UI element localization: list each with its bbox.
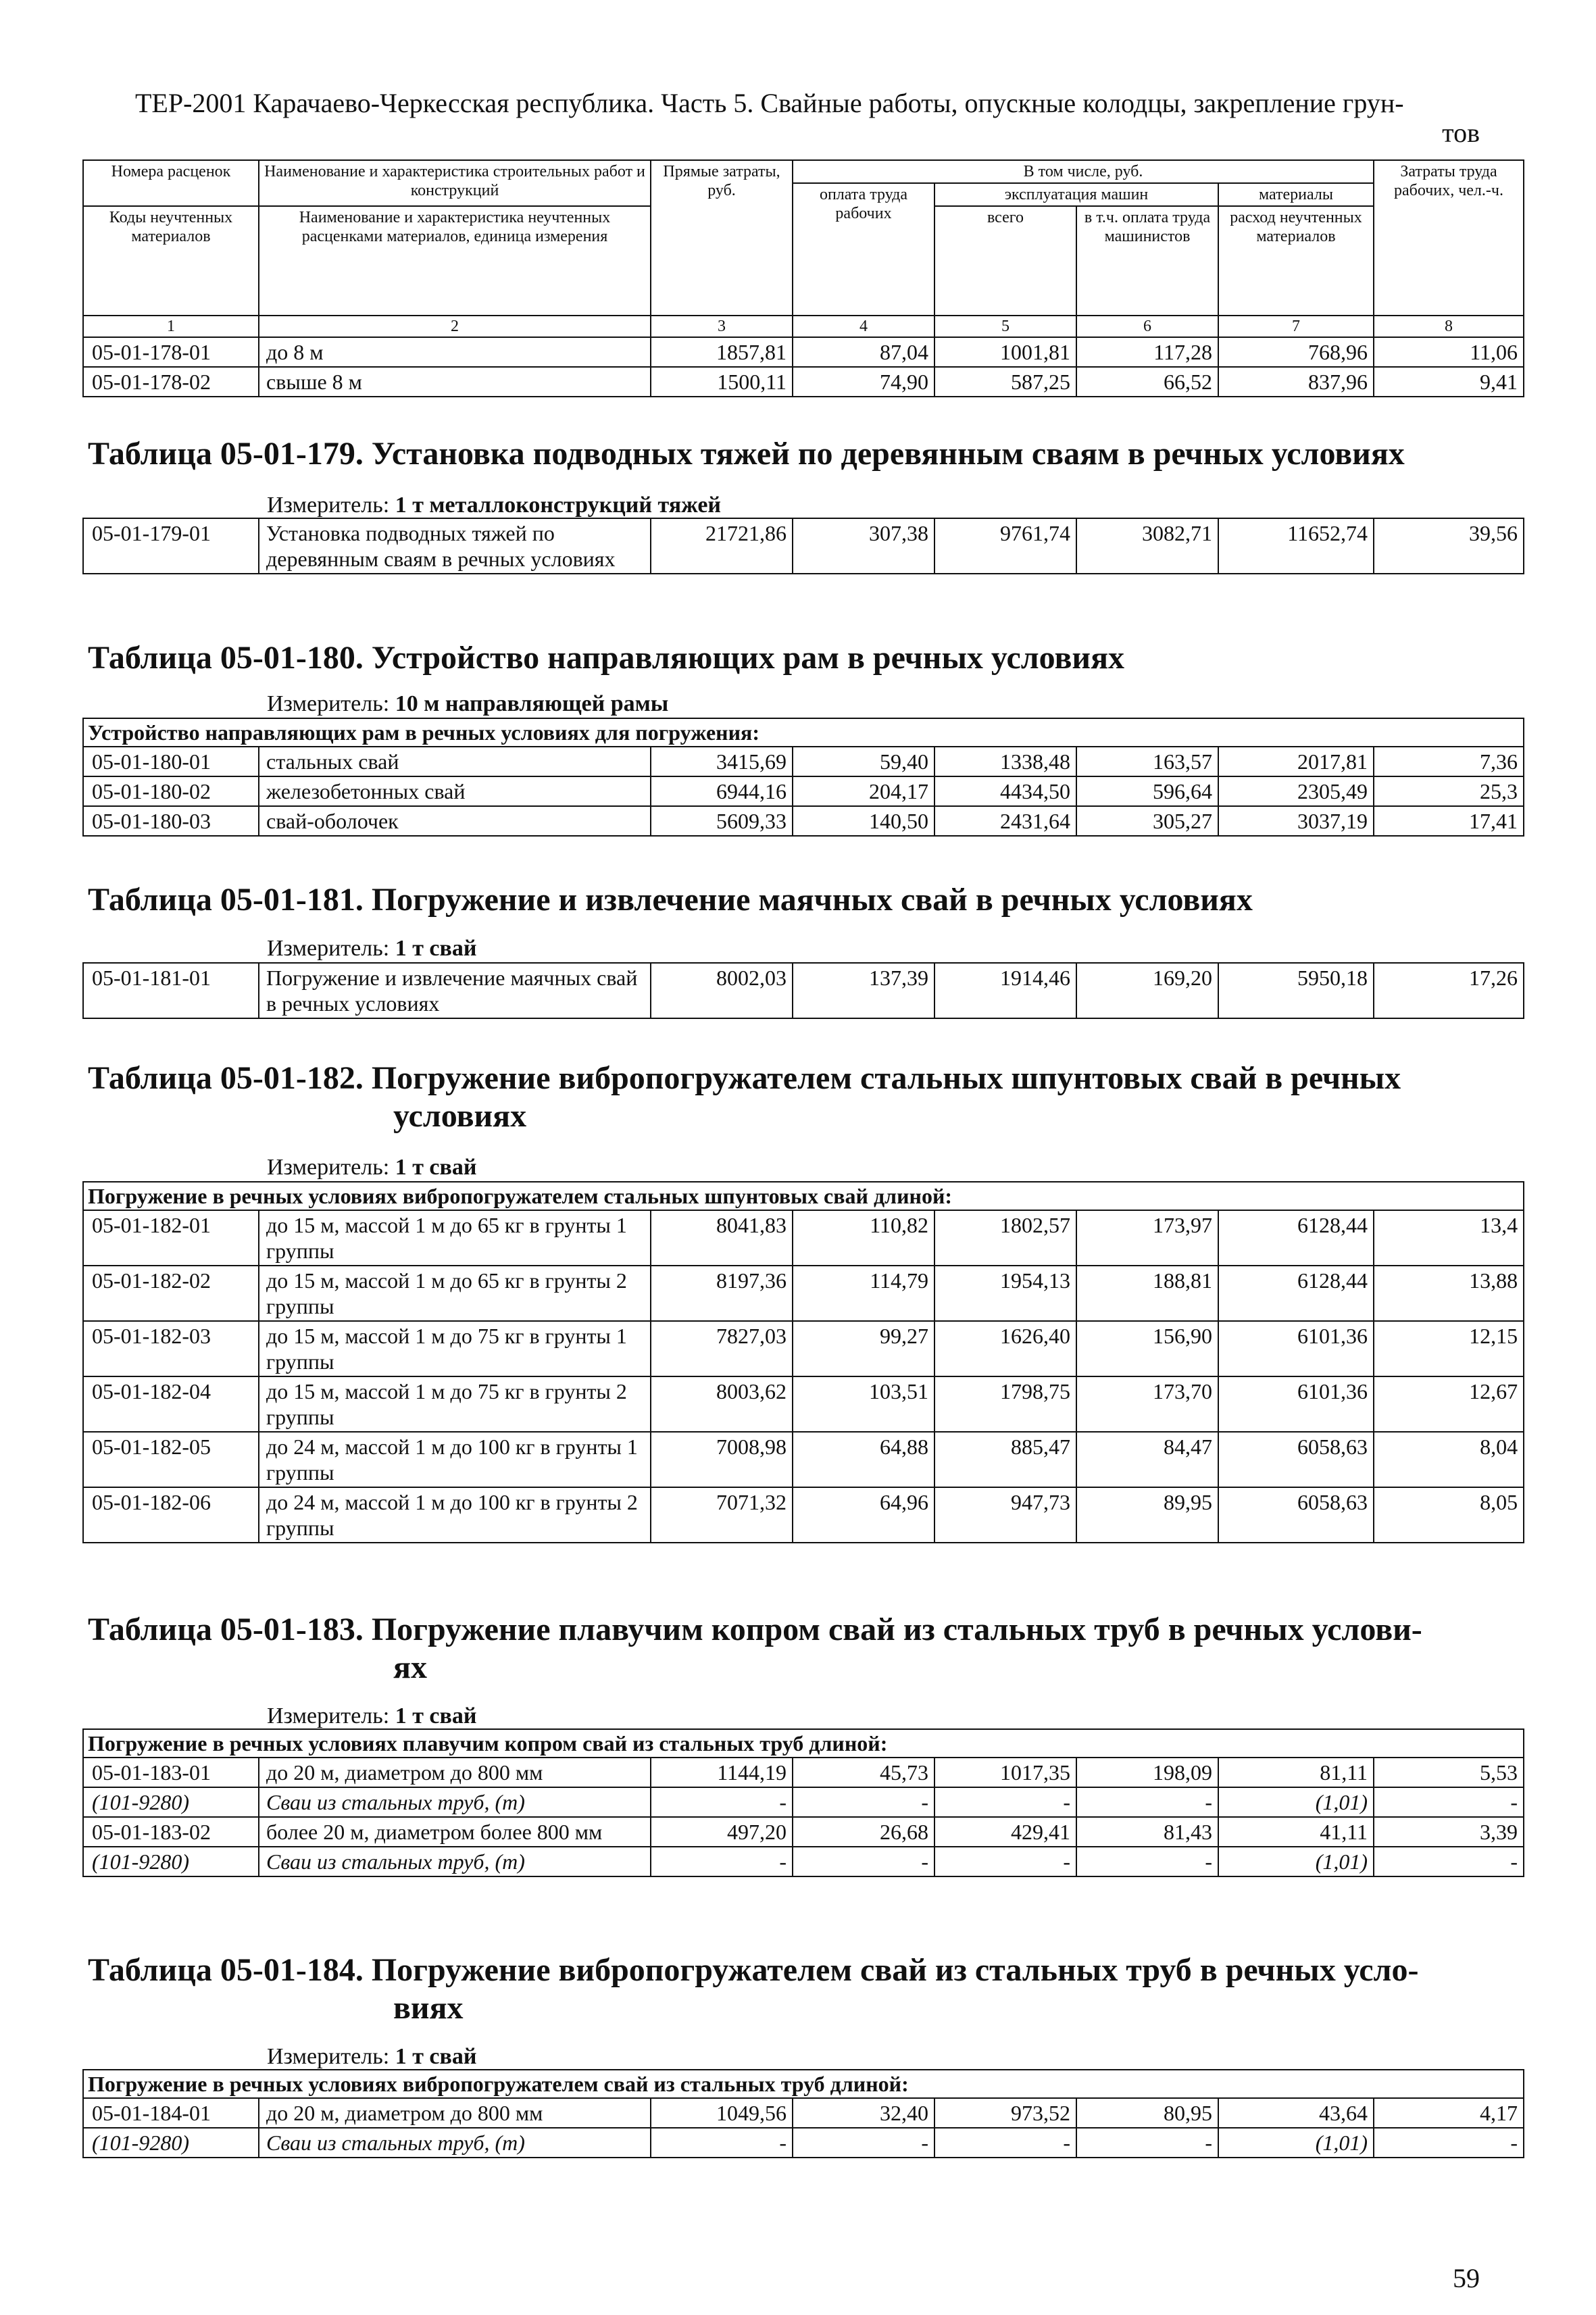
- table-row: [83, 1817, 1524, 1847]
- table-row: [83, 367, 1524, 397]
- rate-code: 05-01-184-01: [83, 2098, 259, 2128]
- rate-code: 05-01-180-03: [83, 806, 259, 836]
- header-number-2: 2: [259, 316, 651, 337]
- machines-total: 1802,57: [934, 1210, 1076, 1266]
- labor-pay: 140,50: [793, 806, 934, 836]
- materials: 81,11: [1218, 1758, 1374, 1787]
- unit-value: 10 м направляющей рамы: [395, 691, 669, 716]
- header-number-8: 8: [1374, 316, 1524, 337]
- labor-pay: 26,68: [793, 1817, 934, 1847]
- labor-pay: -: [793, 2128, 934, 2158]
- materials: 837,96: [1218, 367, 1374, 397]
- rate-code: 05-01-182-03: [83, 1321, 259, 1376]
- labor-costs: 8,04: [1374, 1432, 1524, 1487]
- labor-pay: 64,96: [793, 1487, 934, 1543]
- machines-total: 1954,13: [934, 1266, 1076, 1321]
- labor-costs: 13,4: [1374, 1210, 1524, 1266]
- unit-label: Измеритель:: [267, 691, 390, 716]
- machines-labor: 84,47: [1076, 1432, 1218, 1487]
- rate-code: 05-01-178-01: [83, 337, 259, 367]
- direct-costs: 1049,56: [651, 2098, 793, 2128]
- header-number-3: 3: [651, 316, 793, 337]
- rates-table-184: [82, 2069, 1524, 2158]
- table-182-unit: [267, 1154, 476, 1181]
- labor-costs: 12,15: [1374, 1321, 1524, 1376]
- rate-code: 05-01-182-04: [83, 1376, 259, 1432]
- rates-table-179: [82, 518, 1524, 574]
- labor-costs: 9,41: [1374, 367, 1524, 397]
- machines-total: 885,47: [934, 1432, 1076, 1487]
- machines-total: 429,41: [934, 1817, 1076, 1847]
- table-row: [83, 963, 1524, 1018]
- direct-costs: 8003,62: [651, 1376, 793, 1432]
- rate-code: 05-01-182-05: [83, 1432, 259, 1487]
- rates-table-180: [82, 718, 1524, 837]
- table-row-material: [83, 1787, 1524, 1817]
- material-code: (101-9280): [83, 1787, 259, 1817]
- machines-total: 947,73: [934, 1487, 1076, 1543]
- materials: 6128,44: [1218, 1266, 1374, 1321]
- header-machines-labor: в т.ч. оплата труда машинистов: [1076, 206, 1218, 316]
- machines-total: 1798,75: [934, 1376, 1076, 1432]
- machines-labor: 66,52: [1076, 367, 1218, 397]
- header-machines: эксплуатация машин: [934, 183, 1218, 206]
- rows-178: [83, 337, 1524, 397]
- table-184-unit: [267, 2043, 476, 2070]
- machines-labor: -: [1076, 1787, 1218, 1817]
- labor-costs: 17,41: [1374, 806, 1524, 836]
- labor-pay: -: [793, 1847, 934, 1876]
- table-row: [83, 1376, 1524, 1432]
- materials: 6101,36: [1218, 1376, 1374, 1432]
- rate-name: Установка подводных тяжей по деревянным сваям в речных условиях: [259, 518, 651, 574]
- labor-pay: 32,40: [793, 2098, 934, 2128]
- materials: 6128,44: [1218, 1210, 1374, 1266]
- rate-name: до 15 м, массой 1 м до 75 кг в грунты 1 группы: [259, 1321, 651, 1376]
- machines-labor: 3082,71: [1076, 518, 1218, 574]
- unit-label: Измеритель:: [267, 2044, 390, 2069]
- material-name: Сваи из стальных труб, (т): [259, 2128, 651, 2158]
- labor-costs: 25,3: [1374, 776, 1524, 806]
- group-caption-row: [83, 1729, 1524, 1758]
- rate-name: до 20 м, диаметром до 800 мм: [259, 2098, 651, 2128]
- header-materials-use: расход неучтенных материалов: [1218, 206, 1374, 316]
- rates-table-181: [82, 962, 1524, 1019]
- rate-name: до 20 м, диаметром до 800 мм: [259, 1758, 651, 1787]
- machines-labor: 188,81: [1076, 1266, 1218, 1321]
- table-row: [83, 806, 1524, 836]
- labor-pay: 99,27: [793, 1321, 934, 1376]
- rate-code: 05-01-180-01: [83, 747, 259, 776]
- unit-label: Измеритель:: [267, 1703, 390, 1728]
- unit-label: Измеритель:: [267, 936, 390, 961]
- group-caption: Погружение в речных условиях плавучим копром свай из стальных труб длиной:: [83, 1729, 1524, 1758]
- labor-costs: -: [1374, 1787, 1524, 1817]
- header-col1-bottom: Коды неучтенных материалов: [83, 206, 259, 316]
- direct-costs: 7008,98: [651, 1432, 793, 1487]
- materials: 768,96: [1218, 337, 1374, 367]
- header-number-4: 4: [793, 316, 934, 337]
- rate-name: до 15 м, массой 1 м до 65 кг в грунты 1 группы: [259, 1210, 651, 1266]
- labor-pay: 114,79: [793, 1266, 934, 1321]
- table-row: [83, 747, 1524, 776]
- machines-total: 1001,81: [934, 337, 1076, 367]
- labor-pay: 137,39: [793, 963, 934, 1018]
- group-caption-row: [83, 1182, 1524, 1210]
- material-code: (101-9280): [83, 2128, 259, 2158]
- labor-pay: 64,88: [793, 1432, 934, 1487]
- labor-costs: 5,53: [1374, 1758, 1524, 1787]
- materials: 2017,81: [1218, 747, 1374, 776]
- rate-name: более 20 м, диаметром более 800 мм: [259, 1817, 651, 1847]
- header-direct-costs: Прямые затраты, руб.: [651, 160, 793, 316]
- table-180-title-text: Таблица 05-01-180. Устройство направляющих рам в речных условиях: [88, 640, 1125, 676]
- rate-name: свай-оболочек: [259, 806, 651, 836]
- running-header-line2: тов: [1442, 118, 1480, 148]
- table-183-title-cont: ях: [393, 1649, 427, 1685]
- group-caption-row: [83, 2070, 1524, 2098]
- labor-costs: 4,17: [1374, 2098, 1524, 2128]
- materials: (1,01): [1218, 1847, 1374, 1876]
- table-179-title: [88, 435, 1520, 473]
- table-row: [83, 337, 1524, 367]
- rate-code: 05-01-182-02: [83, 1266, 259, 1321]
- table-row: [83, 776, 1524, 806]
- machines-labor: 81,43: [1076, 1817, 1218, 1847]
- table-179-title-text: Таблица 05-01-179. Установка подводных тяжей по деревянным сваям в речных условиях: [88, 436, 1405, 472]
- direct-costs: 8002,03: [651, 963, 793, 1018]
- table-184-title: [88, 1951, 1520, 2027]
- labor-costs: 11,06: [1374, 337, 1524, 367]
- direct-costs: 8041,83: [651, 1210, 793, 1266]
- machines-labor: 169,20: [1076, 963, 1218, 1018]
- rate-name: стальных свай: [259, 747, 651, 776]
- table-row: [83, 1487, 1524, 1543]
- table-182-title-cont: условиях: [393, 1098, 527, 1134]
- materials: (1,01): [1218, 1787, 1374, 1817]
- rates-table-182: [82, 1181, 1524, 1543]
- table-184-title-cont: виях: [393, 1990, 464, 2026]
- materials: (1,01): [1218, 2128, 1374, 2158]
- materials: 5950,18: [1218, 963, 1374, 1018]
- table-181-title: [88, 881, 1520, 919]
- header-machines-total: всего: [934, 206, 1076, 316]
- direct-costs: 5609,33: [651, 806, 793, 836]
- rate-code: 05-01-183-02: [83, 1817, 259, 1847]
- table-row: [83, 518, 1524, 574]
- machines-labor: 156,90: [1076, 1321, 1218, 1376]
- labor-costs: 17,26: [1374, 963, 1524, 1018]
- machines-labor: 117,28: [1076, 337, 1218, 367]
- header-labor-costs: Затраты труда рабочих, чел.-ч.: [1374, 160, 1524, 316]
- table-180-unit: [267, 691, 668, 718]
- unit-label: Измеритель:: [267, 1155, 390, 1180]
- machines-labor: 305,27: [1076, 806, 1218, 836]
- materials: 43,64: [1218, 2098, 1374, 2128]
- table-row: [83, 1321, 1524, 1376]
- table-179-unit: [267, 492, 721, 519]
- machines-total: -: [934, 1787, 1076, 1817]
- direct-costs: 497,20: [651, 1817, 793, 1847]
- running-header-line1: ТЕР-2001 Карачаево-Черкесская республика. Часть 5. Свайные работы, опускные колодцы, закрепление грун-: [135, 88, 1404, 118]
- machines-total: 1017,35: [934, 1758, 1076, 1787]
- rate-name: Погружение и извлечение маячных свай в речных условиях: [259, 963, 651, 1018]
- machines-labor: 173,70: [1076, 1376, 1218, 1432]
- labor-costs: -: [1374, 2128, 1524, 2158]
- labor-pay: 204,17: [793, 776, 934, 806]
- rate-code: 05-01-183-01: [83, 1758, 259, 1787]
- unit-value: 1 т свай: [395, 2044, 477, 2069]
- direct-costs: 7827,03: [651, 1321, 793, 1376]
- rate-name: до 15 м, массой 1 м до 65 кг в грунты 2 группы: [259, 1266, 651, 1321]
- table-row-material: [83, 2128, 1524, 2158]
- direct-costs: 3415,69: [651, 747, 793, 776]
- material-code: (101-9280): [83, 1847, 259, 1876]
- machines-labor: 80,95: [1076, 2098, 1218, 2128]
- machines-labor: 89,95: [1076, 1487, 1218, 1543]
- material-name: Сваи из стальных труб, (т): [259, 1847, 651, 1876]
- table-row: [83, 2098, 1524, 2128]
- running-header: [135, 86, 1480, 150]
- table-row-material: [83, 1847, 1524, 1876]
- labor-costs: 39,56: [1374, 518, 1524, 574]
- group-caption-row: [83, 718, 1524, 747]
- machines-total: 973,52: [934, 2098, 1076, 2128]
- machines-labor: -: [1076, 2128, 1218, 2158]
- unit-value: 1 т металлоконструкций тяжей: [395, 493, 721, 518]
- labor-pay: 103,51: [793, 1376, 934, 1432]
- labor-pay: -: [793, 1787, 934, 1817]
- rate-code: 05-01-178-02: [83, 367, 259, 397]
- unit-value: 1 т свай: [395, 1703, 477, 1728]
- direct-costs: -: [651, 2128, 793, 2158]
- group-caption: Устройство направляющих рам в речных условиях для погружения:: [83, 718, 1524, 747]
- materials: 6101,36: [1218, 1321, 1374, 1376]
- direct-costs: -: [651, 1847, 793, 1876]
- rate-code: 05-01-181-01: [83, 963, 259, 1018]
- machines-total: -: [934, 1847, 1076, 1876]
- labor-costs: 13,88: [1374, 1266, 1524, 1321]
- rate-name: железобетонных свай: [259, 776, 651, 806]
- materials: 3037,19: [1218, 806, 1374, 836]
- table-183-title-text: Таблица 05-01-183. Погружение плавучим копром свай из стальных труб в речных услови-: [88, 1612, 1422, 1647]
- machines-labor: 198,09: [1076, 1758, 1218, 1787]
- table-182-title: [88, 1060, 1520, 1135]
- direct-costs: -: [651, 1787, 793, 1817]
- rate-name: до 24 м, массой 1 м до 100 кг в грунты 2 группы: [259, 1487, 651, 1543]
- table-182-title-text: Таблица 05-01-182. Погружение вибропогружателем стальных шпунтовых свай в речных: [88, 1060, 1401, 1096]
- rate-code: 05-01-182-06: [83, 1487, 259, 1543]
- table-180-title: [88, 639, 1520, 677]
- direct-costs: 6944,16: [651, 776, 793, 806]
- machines-total: 2431,64: [934, 806, 1076, 836]
- header-labor-pay: оплата труда рабочих: [793, 183, 934, 316]
- labor-pay: 110,82: [793, 1210, 934, 1266]
- machines-labor: 173,97: [1076, 1210, 1218, 1266]
- rate-name: свыше 8 м: [259, 367, 651, 397]
- machines-labor: -: [1076, 1847, 1218, 1876]
- header-number-5: 5: [934, 316, 1076, 337]
- rate-code: 05-01-179-01: [83, 518, 259, 574]
- unit-value: 1 т свай: [395, 1155, 477, 1180]
- direct-costs: 7071,32: [651, 1487, 793, 1543]
- direct-costs: 1500,11: [651, 367, 793, 397]
- materials: 41,11: [1218, 1817, 1374, 1847]
- table-183-unit: [267, 1703, 476, 1730]
- labor-costs: 7,36: [1374, 747, 1524, 776]
- rate-code: 05-01-180-02: [83, 776, 259, 806]
- unit-value: 1 т свай: [395, 936, 477, 961]
- table-181-title-text: Таблица 05-01-181. Погружение и извлечение маячных свай в речных условиях: [88, 882, 1253, 918]
- machines-total: -: [934, 2128, 1076, 2158]
- header-number-1: 1: [83, 316, 259, 337]
- header-number-7: 7: [1218, 316, 1374, 337]
- header-col2-bottom: Наименование и характеристика неучтенных расценками материалов, единица измерения: [259, 206, 651, 316]
- labor-costs: 8,05: [1374, 1487, 1524, 1543]
- machines-total: 4434,50: [934, 776, 1076, 806]
- materials: 6058,63: [1218, 1487, 1374, 1543]
- labor-pay: 45,73: [793, 1758, 934, 1787]
- table-row: [83, 1266, 1524, 1321]
- rates-table-183: [82, 1728, 1524, 1877]
- rates-table-178: [82, 159, 1524, 397]
- rate-code: 05-01-182-01: [83, 1210, 259, 1266]
- header-col2-top: Наименование и характеристика строительных работ и конструкций: [259, 160, 651, 206]
- labor-pay: 87,04: [793, 337, 934, 367]
- labor-pay: 74,90: [793, 367, 934, 397]
- direct-costs: 1144,19: [651, 1758, 793, 1787]
- table-row: [83, 1432, 1524, 1487]
- page-number: 59: [1453, 2263, 1480, 2293]
- direct-costs: 8197,36: [651, 1266, 793, 1321]
- materials: 2305,49: [1218, 776, 1374, 806]
- machines-total: 1338,48: [934, 747, 1076, 776]
- labor-costs: 12,67: [1374, 1376, 1524, 1432]
- group-caption: Погружение в речных условиях вибропогружателем стальных шпунтовых свай длиной:: [83, 1182, 1524, 1210]
- table-184-title-text: Таблица 05-01-184. Погружение вибропогружателем свай из стальных труб в речных усло-: [88, 1952, 1419, 1988]
- table-row: [83, 1758, 1524, 1787]
- machines-labor: 596,64: [1076, 776, 1218, 806]
- labor-pay: 59,40: [793, 747, 934, 776]
- header-number-6: 6: [1076, 316, 1218, 337]
- direct-costs: 21721,86: [651, 518, 793, 574]
- labor-costs: 3,39: [1374, 1817, 1524, 1847]
- machines-total: 1626,40: [934, 1321, 1076, 1376]
- rate-name: до 8 м: [259, 337, 651, 367]
- table-181-unit: [267, 935, 476, 962]
- rate-name: до 24 м, массой 1 м до 100 кг в грунты 1 группы: [259, 1432, 651, 1487]
- labor-pay: 307,38: [793, 518, 934, 574]
- rate-name: до 15 м, массой 1 м до 75 кг в грунты 2 группы: [259, 1376, 651, 1432]
- table-183-title: [88, 1611, 1520, 1687]
- machines-total: 587,25: [934, 367, 1076, 397]
- material-name: Сваи из стальных труб, (т): [259, 1787, 651, 1817]
- table-row: [83, 1210, 1524, 1266]
- labor-costs: -: [1374, 1847, 1524, 1876]
- materials: 6058,63: [1218, 1432, 1374, 1487]
- header-materials: материалы: [1218, 183, 1374, 206]
- group-caption: Погружение в речных условиях вибропогружателем свай из стальных труб длиной:: [83, 2070, 1524, 2098]
- header-col1-top: Номера расценок: [83, 160, 259, 206]
- machines-labor: 163,57: [1076, 747, 1218, 776]
- header-in-total: В том числе, руб.: [793, 160, 1374, 183]
- direct-costs: 1857,81: [651, 337, 793, 367]
- machines-total: 9761,74: [934, 518, 1076, 574]
- machines-total: 1914,46: [934, 963, 1076, 1018]
- unit-label: Измеритель:: [267, 493, 390, 518]
- materials: 11652,74: [1218, 518, 1374, 574]
